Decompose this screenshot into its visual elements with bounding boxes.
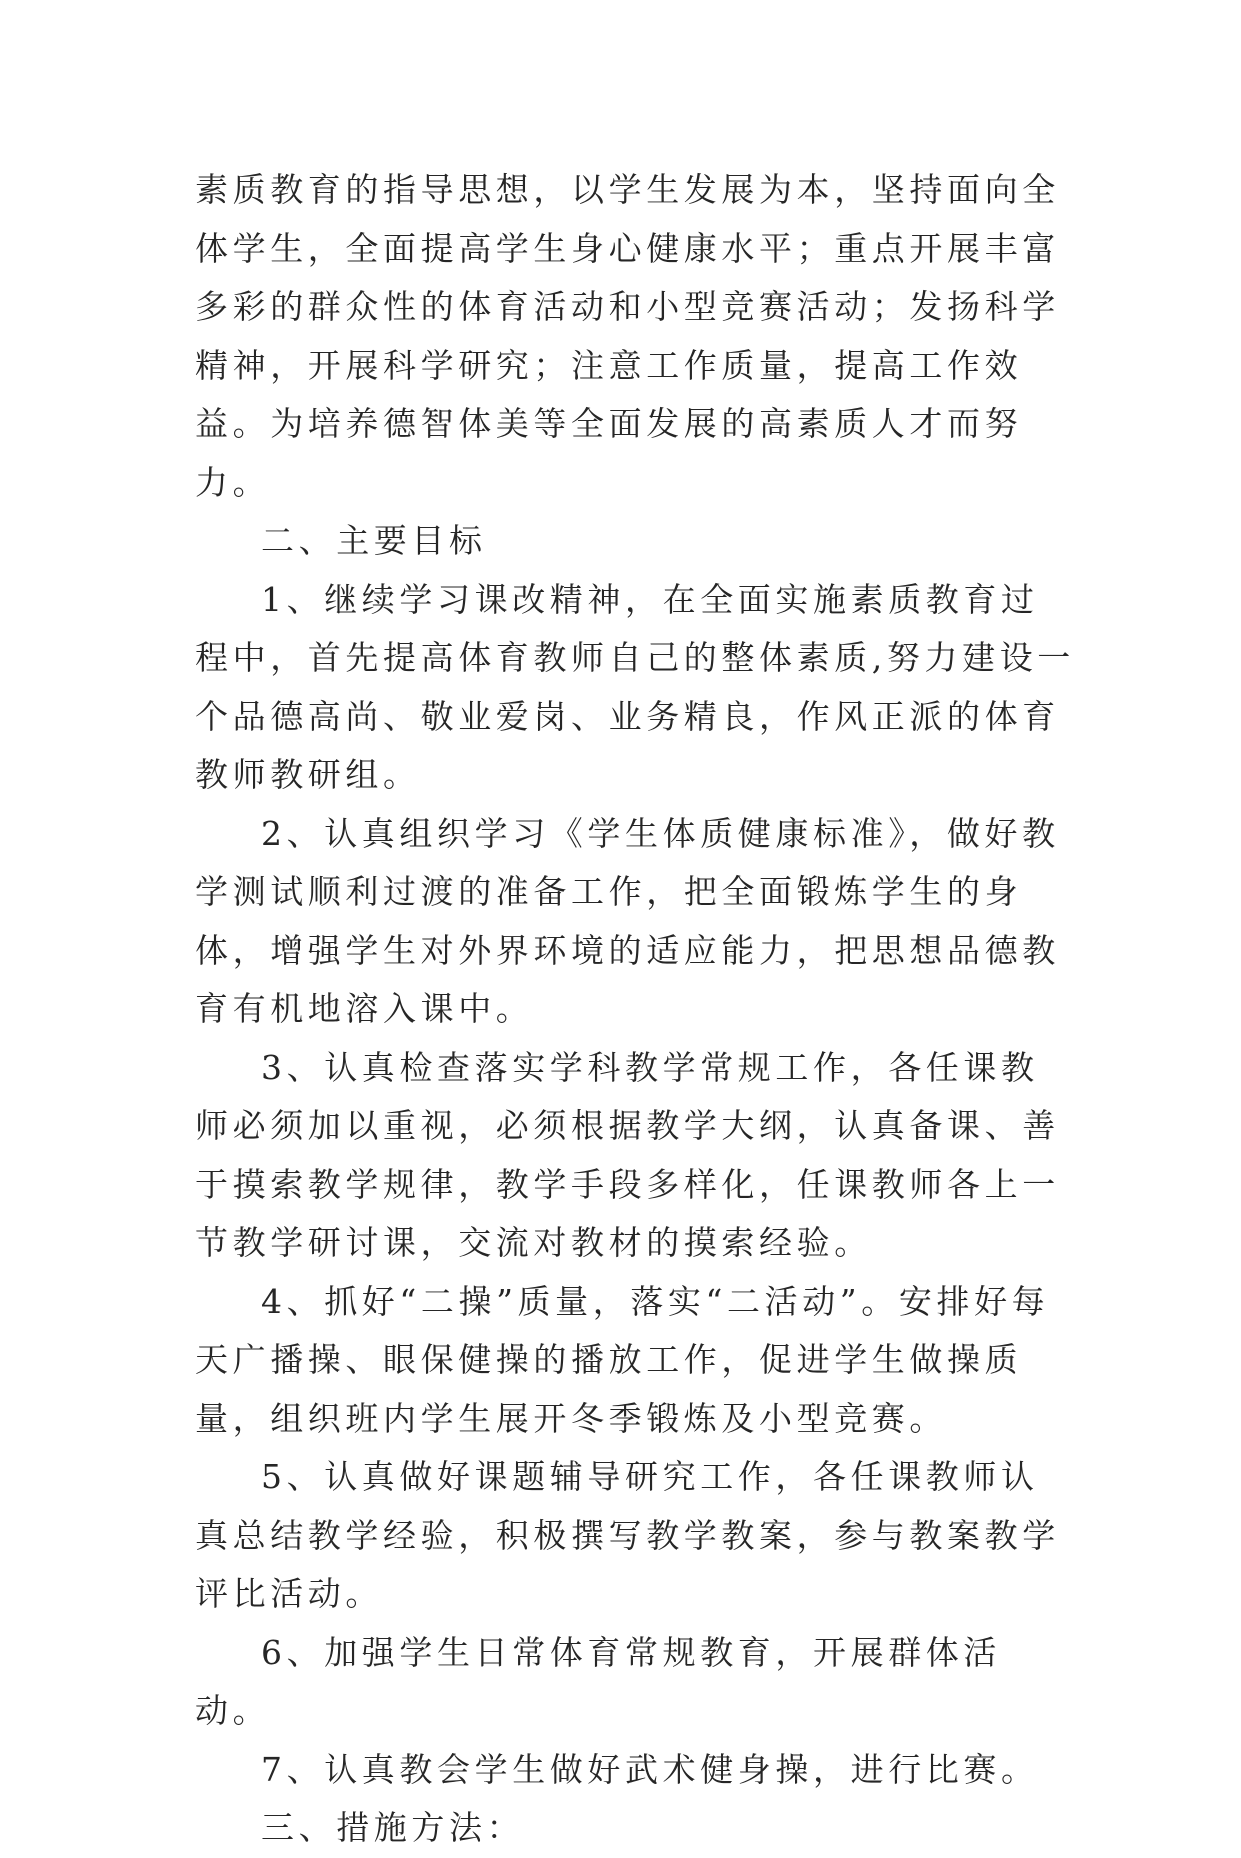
goal-item-7: 7、认真教会学生做好武术健身操，进行比赛。 <box>261 1749 1039 1789</box>
paragraph-guiding-ideology-continued: 素质教育的指导思想，以学生发展为本，坚持面向全体学生，全面提高学生身心健康水平；重点开展丰富多彩的群众性的体育活动和小型竞赛活动；发扬科学精神，开展科学研究；注意工作质量，提高工作效益。为培养德智体美等全面发展的高素质人才而努力。 <box>195 170 1060 502</box>
goal-item-6: 6、加强学生日常体育常规教育，开展群体活动。 <box>195 1632 1001 1730</box>
document-body <box>195 161 1075 1858</box>
goal-item-1: 1、继续学习课改精神，在全面实施素质教育过程中，首先提高体育教师自己的整体素质,努力建设一个品德高尚、敬业爱岗、业务精良，作风正派的体育教师教研组。 <box>195 579 1075 794</box>
section-heading-main-goals: 二、主要目标 <box>261 521 487 560</box>
section-heading-measures: 三、措施方法： <box>261 1808 525 1847</box>
goal-item-4: 4、抓好“二操”质量，落实“二活动”。安排好每天广播操、眼保健操的播放工作，促进学生做操质量，组织班内学生展开冬季锻炼及小型竞赛。 <box>195 1281 1050 1438</box>
goal-item-5: 5、认真做好课题辅导研究工作，各任课教师认真总结教学经验，积极撰写教学教案，参与教案教学评比活动。 <box>195 1457 1060 1613</box>
goal-item-3: 3、认真检查落实学科教学常规工作，各任课教师必须加以重视，必须根据教学大纲，认真备课、善于摸索教学规律，教学手段多样化，任课教师各上一节教学研讨课，交流对教材的摸索经验。 <box>195 1047 1060 1262</box>
goal-item-2: 2、认真组织学习《学生体质健康标准》，做好教学测试顺利过渡的准备工作，把全面锻炼学生的身体，增强学生对外界环境的适应能力，把思想品德教育有机地溶入课中。 <box>195 813 1060 1028</box>
